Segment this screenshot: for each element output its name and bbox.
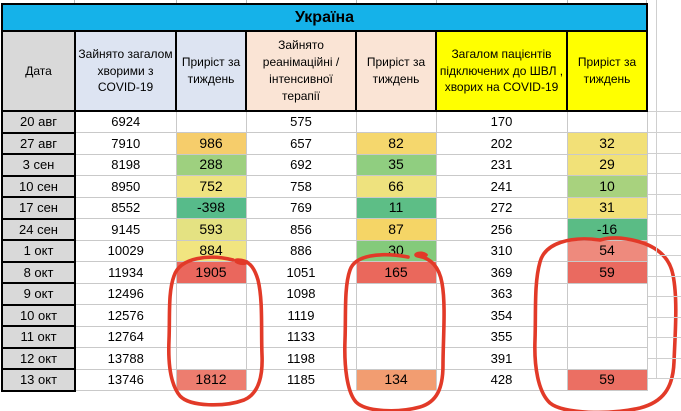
gridline bbox=[648, 132, 681, 133]
gridline bbox=[648, 214, 681, 215]
date-cell[interactable]: 10 сен bbox=[2, 176, 75, 198]
table-row bbox=[2, 176, 647, 198]
occupied-cell[interactable]: 10029 bbox=[75, 240, 176, 262]
icu-cell[interactable]: 657 bbox=[246, 133, 356, 155]
table-body bbox=[2, 111, 647, 391]
increase-cell[interactable] bbox=[356, 111, 436, 133]
grid-tick bbox=[646, 0, 647, 3]
increase-cell[interactable]: 986 bbox=[176, 133, 246, 155]
date-cell[interactable]: 10 окт bbox=[2, 305, 75, 327]
occupied-cell[interactable]: 8950 bbox=[75, 176, 176, 198]
date-cell[interactable]: 1 окт bbox=[2, 240, 75, 262]
date-cell[interactable]: 20 авг bbox=[2, 111, 75, 133]
gridline bbox=[648, 358, 681, 359]
data-table bbox=[1, 3, 648, 392]
increase-cell[interactable]: 884 bbox=[176, 240, 246, 262]
increase-cell[interactable]: 54 bbox=[567, 240, 647, 262]
date-cell[interactable]: 27 авг bbox=[2, 133, 75, 155]
increase-cell[interactable]: 59 bbox=[567, 369, 647, 391]
gridline bbox=[648, 296, 681, 297]
ventilator-cell[interactable]: 428 bbox=[436, 369, 567, 391]
header-row bbox=[2, 31, 647, 111]
gridline bbox=[648, 153, 681, 154]
occupied-cell[interactable]: 6924 bbox=[75, 111, 176, 133]
gridline bbox=[648, 276, 681, 277]
increase-cell[interactable]: 10 bbox=[567, 176, 647, 198]
increase-cell[interactable]: 11 bbox=[356, 197, 436, 219]
increase-cell[interactable]: 59 bbox=[567, 262, 647, 284]
date-cell[interactable]: 9 окт bbox=[2, 283, 75, 305]
increase-cell[interactable] bbox=[567, 348, 647, 370]
increase-cell[interactable]: 752 bbox=[176, 176, 246, 198]
grid-tick bbox=[74, 0, 75, 3]
icu-cell[interactable]: 1133 bbox=[246, 326, 356, 348]
gridline bbox=[648, 255, 681, 256]
increase-cell[interactable] bbox=[176, 326, 246, 348]
icu-cell[interactable]: 1185 bbox=[246, 369, 356, 391]
increase-cell[interactable]: 165 bbox=[356, 262, 436, 284]
date-cell[interactable]: 13 окт bbox=[2, 369, 75, 391]
increase-cell[interactable] bbox=[356, 326, 436, 348]
increase-cell[interactable]: 593 bbox=[176, 219, 246, 241]
increase-cell[interactable]: 134 bbox=[356, 369, 436, 391]
increase-cell[interactable] bbox=[356, 348, 436, 370]
table-row bbox=[2, 348, 647, 370]
table-row bbox=[2, 369, 647, 391]
occupied-cell[interactable]: 12576 bbox=[75, 305, 176, 327]
date-cell[interactable]: 24 сен bbox=[2, 219, 75, 241]
ventilator-cell[interactable]: 231 bbox=[436, 154, 567, 176]
header-cell-increase-2[interactable]: Приріст за тиждень bbox=[356, 31, 436, 111]
table-row bbox=[2, 326, 647, 348]
table-row bbox=[2, 219, 647, 241]
increase-cell[interactable] bbox=[567, 111, 647, 133]
header-cell-increase-1[interactable]: Приріст за тиждень bbox=[176, 31, 246, 111]
increase-cell[interactable] bbox=[176, 283, 246, 305]
occupied-cell[interactable]: 12764 bbox=[75, 326, 176, 348]
grid-tick bbox=[436, 0, 437, 3]
increase-cell[interactable] bbox=[176, 111, 246, 133]
increase-cell[interactable] bbox=[567, 283, 647, 305]
date-cell[interactable]: 12 окт bbox=[2, 348, 75, 370]
increase-cell[interactable] bbox=[176, 348, 246, 370]
table-row bbox=[2, 240, 647, 262]
icu-cell[interactable]: 575 bbox=[246, 111, 356, 133]
ventilator-cell[interactable]: 256 bbox=[436, 219, 567, 241]
icu-cell[interactable]: 1051 bbox=[246, 262, 356, 284]
increase-cell[interactable]: 1905 bbox=[176, 262, 246, 284]
icu-cell[interactable]: 1119 bbox=[246, 305, 356, 327]
occupied-cell[interactable]: 12496 bbox=[75, 283, 176, 305]
increase-cell[interactable]: -398 bbox=[176, 197, 246, 219]
grid-tick bbox=[567, 0, 568, 3]
gridline bbox=[648, 111, 681, 112]
increase-cell[interactable]: 66 bbox=[356, 176, 436, 198]
ventilator-cell[interactable]: 170 bbox=[436, 111, 567, 133]
icu-cell[interactable]: 758 bbox=[246, 176, 356, 198]
occupied-cell[interactable]: 8552 bbox=[75, 197, 176, 219]
header-cell-icu[interactable]: Зайнято реанімаційні / інтенсивної терапії bbox=[246, 31, 356, 111]
covid-table bbox=[1, 3, 648, 392]
header-cell-increase-3[interactable]: Приріст за тиждень bbox=[567, 31, 647, 111]
ventilator-cell[interactable]: 355 bbox=[436, 326, 567, 348]
increase-cell[interactable]: 31 bbox=[567, 197, 647, 219]
title-cell[interactable]: Україна bbox=[2, 4, 647, 31]
increase-cell[interactable] bbox=[567, 326, 647, 348]
ventilator-cell[interactable]: 369 bbox=[436, 262, 567, 284]
increase-cell[interactable] bbox=[356, 283, 436, 305]
table-row bbox=[2, 305, 647, 327]
ventilator-cell[interactable]: 202 bbox=[436, 133, 567, 155]
ventilator-cell[interactable]: 241 bbox=[436, 176, 567, 198]
date-cell[interactable]: 3 сен bbox=[2, 154, 75, 176]
table-row bbox=[2, 133, 647, 155]
increase-cell[interactable] bbox=[356, 305, 436, 327]
increase-cell[interactable]: 30 bbox=[356, 240, 436, 262]
increase-cell[interactable]: 82 bbox=[356, 133, 436, 155]
header-cell-occupied[interactable]: Зайнято загалом хворими з COVID-19 bbox=[75, 31, 176, 111]
header-cell-date[interactable]: Дата bbox=[2, 31, 75, 111]
grid-tick bbox=[176, 0, 177, 3]
table-row bbox=[2, 283, 647, 305]
increase-cell[interactable] bbox=[176, 305, 246, 327]
ventilator-cell[interactable]: 272 bbox=[436, 197, 567, 219]
increase-cell[interactable]: 32 bbox=[567, 133, 647, 155]
icu-cell[interactable]: 769 bbox=[246, 197, 356, 219]
gridline bbox=[648, 337, 681, 338]
table-row bbox=[2, 111, 647, 133]
gridline bbox=[648, 173, 681, 174]
ventilator-cell[interactable]: 354 bbox=[436, 305, 567, 327]
occupied-cell[interactable]: 13788 bbox=[75, 348, 176, 370]
occupied-cell[interactable]: 11934 bbox=[75, 262, 176, 284]
grid-tick bbox=[246, 0, 247, 3]
occupied-cell[interactable]: 9145 bbox=[75, 219, 176, 241]
table-row bbox=[2, 262, 647, 284]
icu-cell[interactable]: 1198 bbox=[246, 348, 356, 370]
icu-cell[interactable]: 1098 bbox=[246, 283, 356, 305]
increase-cell[interactable]: 1812 bbox=[176, 369, 246, 391]
grid-tick bbox=[356, 0, 357, 3]
gridline bbox=[648, 194, 681, 195]
increase-cell[interactable]: 29 bbox=[567, 154, 647, 176]
date-cell[interactable]: 8 окт bbox=[2, 262, 75, 284]
table-row bbox=[2, 154, 647, 176]
gridline bbox=[648, 317, 681, 318]
occupied-cell[interactable]: 13746 bbox=[75, 369, 176, 391]
increase-cell[interactable]: 288 bbox=[176, 154, 246, 176]
table-row bbox=[2, 197, 647, 219]
icu-cell[interactable]: 886 bbox=[246, 240, 356, 262]
increase-cell[interactable]: 35 bbox=[356, 154, 436, 176]
icu-cell[interactable]: 856 bbox=[246, 219, 356, 241]
gridline bbox=[648, 235, 681, 236]
header-cell-ventilator[interactable]: Загалом пацієнтів підключених до ШВЛ , хворих на COVID-19 bbox=[436, 31, 567, 111]
increase-cell[interactable]: -16 bbox=[567, 219, 647, 241]
occupied-cell[interactable]: 7910 bbox=[75, 133, 176, 155]
date-cell[interactable]: 11 окт bbox=[2, 326, 75, 348]
title-row bbox=[2, 4, 647, 31]
ventilator-cell[interactable]: 310 bbox=[436, 240, 567, 262]
gridline bbox=[648, 378, 681, 379]
ventilator-cell[interactable]: 391 bbox=[436, 348, 567, 370]
increase-cell[interactable] bbox=[567, 305, 647, 327]
increase-cell[interactable]: 87 bbox=[356, 219, 436, 241]
occupied-cell[interactable]: 8198 bbox=[75, 154, 176, 176]
ventilator-cell[interactable]: 363 bbox=[436, 283, 567, 305]
icu-cell[interactable]: 692 bbox=[246, 154, 356, 176]
date-cell[interactable]: 17 сен bbox=[2, 197, 75, 219]
gridline bbox=[656, 0, 657, 378]
